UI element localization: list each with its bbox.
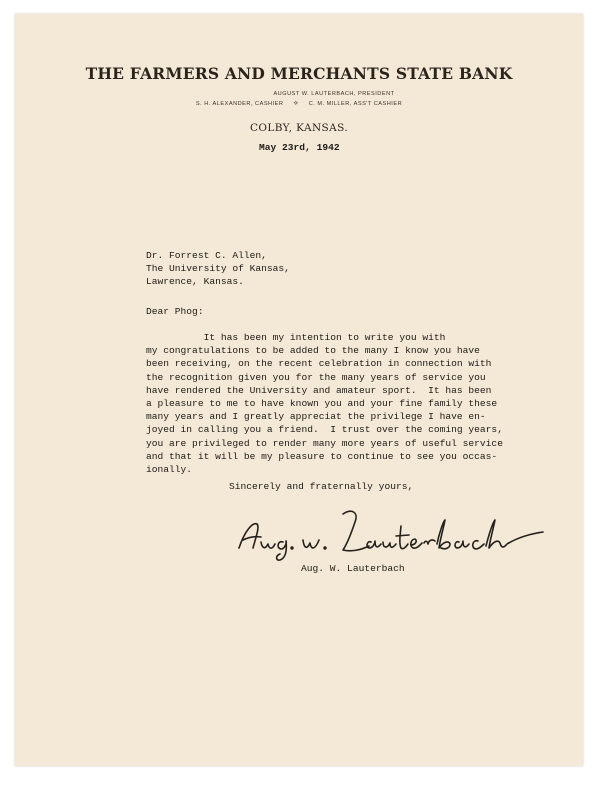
cashier-name: S. H. ALEXANDER, CASHIER: [195, 101, 284, 107]
closing: Sincerely and fraternally yours,: [229, 481, 414, 492]
typed-signer-name: Aug. W. Lauterbach: [301, 563, 405, 574]
letter-body: [146, 331, 503, 476]
recipient-org: The University of Kansas,: [146, 263, 290, 275]
bank-name: THE FARMERS AND MERCHANTS STATE BANK: [85, 64, 513, 83]
body-line: ionally.: [146, 464, 193, 476]
body-line: been receiving, on the recent celebration in connection with: [146, 358, 492, 370]
body-line: have rendered the University and amateur sport. It has been: [146, 384, 492, 396]
ornament-icon: ⟡: [293, 100, 299, 107]
recipient-address: [146, 249, 290, 289]
body-line: joyed in calling you a friend. I trust over the coming years,: [146, 424, 503, 436]
salutation: Dear Phog:: [146, 306, 204, 317]
body-line: It has been my intention to write you with: [146, 332, 446, 343]
asst-cashier-name: C. M. MILLER, ASS'T CASHIER: [308, 101, 403, 107]
letter-page: [15, 14, 583, 766]
officer-cashiers: [15, 100, 583, 108]
body-line: my congratulations to be added to the many I know you have: [146, 345, 480, 357]
president-name: AUGUST W. LAUTERBACH, PRESIDENT: [273, 91, 395, 97]
letter-date: May 23rd, 1942: [259, 142, 340, 153]
body-line: you are privileged to render many more years of useful service: [146, 437, 503, 449]
body-line: and that it will be my pleasure to continue to see you occas-: [146, 450, 498, 462]
body-line: many years and I greatly appreciat the privilege I have en-: [146, 411, 486, 423]
handwritten-signature: [231, 504, 561, 566]
body-line: the recognition given you for the many years of service you: [146, 371, 486, 383]
body-line: a pleasure to me to have known you and your fine family these: [146, 398, 498, 410]
recipient-city: Lawrence, Kansas.: [146, 276, 244, 288]
bank-city: COLBY, KANSAS.: [249, 122, 349, 134]
recipient-name: Dr. Forrest C. Allen,: [146, 250, 267, 261]
officer-president: [15, 91, 583, 97]
